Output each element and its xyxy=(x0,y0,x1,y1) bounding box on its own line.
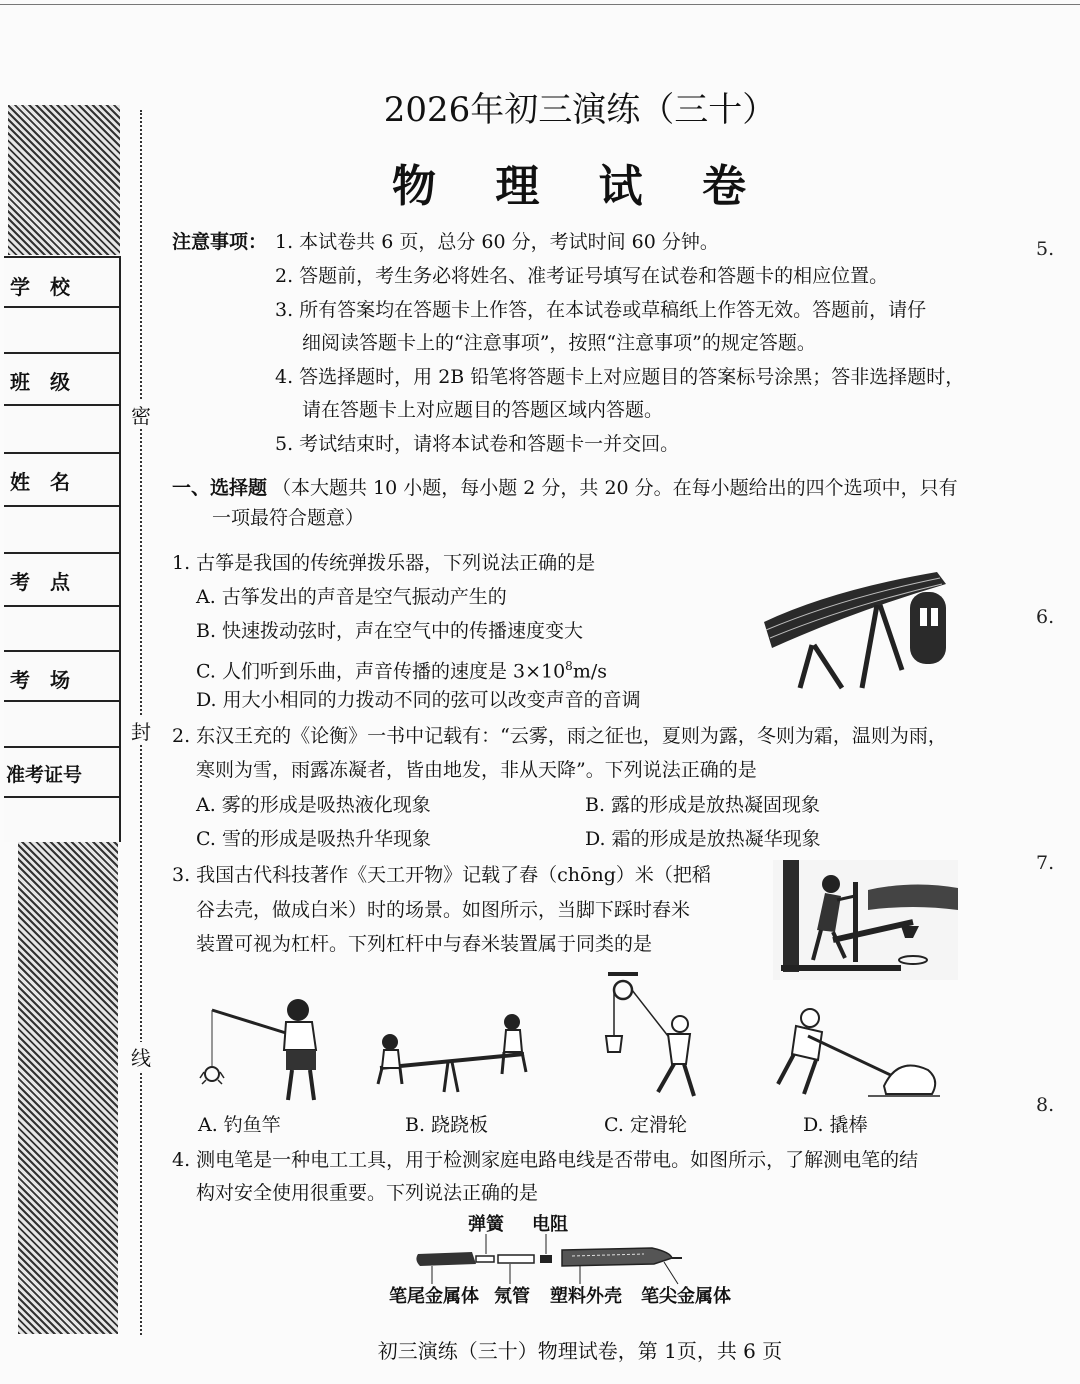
hatch-pattern-bottom xyxy=(18,842,118,1334)
notice-item: 细阅读答题卡上的“注意事项”，按照“注意事项”的规定答题。 xyxy=(302,332,816,354)
info-line xyxy=(4,746,119,748)
right-q7-number: 7. xyxy=(1036,852,1055,874)
notice-item: 5. 考试结束时，请将本试卷和答题卡一并交回。 xyxy=(275,433,680,455)
label-tail-metal: 笔尾金属体 xyxy=(389,1286,479,1307)
info-line xyxy=(4,700,119,702)
seal-mark-xian: 线 xyxy=(130,1042,152,1071)
field-label-exam-site: 考 点 xyxy=(10,570,70,594)
q3-option-a: A. 钓鱼竿 xyxy=(198,1114,281,1136)
q2-stem: 2. 东汉王充的《论衡》一书中记载有：“云雾，雨之征也，夏则为露，冬则为霜，温则为雨， xyxy=(172,725,947,747)
info-line xyxy=(4,306,119,308)
section-desc: 一项最符合题意） xyxy=(212,507,365,529)
q2-option-a: A. 雾的形成是吸热液化现象 xyxy=(196,794,431,816)
q1-option-a: A. 古筝发出的声音是空气振动产生的 xyxy=(196,586,507,608)
top-border xyxy=(0,4,1080,5)
section-desc: （本大题共 10 小题，每小题 2 分，共 20 分。在每小题给出的四个选项中，只有 xyxy=(272,477,958,499)
q2-option-b: B. 露的形成是放热凝固现象 xyxy=(585,794,821,816)
page-footer: 初三演练（三十）物理试卷，第 1页，共 6 页 xyxy=(377,1339,783,1363)
fishing-rod-figure xyxy=(190,992,340,1110)
notice-item: 请在答题卡上对应题目的答题区域内答题。 xyxy=(302,399,664,421)
right-q8-number: 8. xyxy=(1036,1094,1055,1116)
info-line xyxy=(4,505,119,507)
q3-stem-cont: 装置可视为杠杆。下列杠杆中与舂米装置属于同类的是 xyxy=(196,933,653,955)
info-line xyxy=(4,650,119,652)
hatch-pattern-top xyxy=(8,105,120,255)
seal-mark-mi: 密 xyxy=(130,400,152,429)
info-line xyxy=(4,256,119,258)
q1-option-b: B. 快速拨动弦时，声在空气中的传播速度变大 xyxy=(196,620,584,642)
label-spring: 弹簧 xyxy=(468,1214,504,1235)
q3-option-b: B. 跷跷板 xyxy=(405,1114,489,1136)
seal-mark-feng: 封 xyxy=(130,716,152,745)
field-label-ticket-number: 准考证号 xyxy=(6,764,83,786)
q2-option-c: C. 雪的形成是吸热升华现象 xyxy=(196,828,431,850)
notice-item: 1. 本试卷共 6 页，总分 60 分，考试时间 60 分钟。 xyxy=(275,231,719,253)
student-info-box xyxy=(4,256,121,842)
label-neon-tube: 氖管 xyxy=(494,1286,530,1307)
q4-stem-cont: 构对安全使用很重要。下列说法正确的是 xyxy=(196,1182,539,1204)
label-tip-metal: 笔尖金属体 xyxy=(641,1286,731,1307)
test-pen-figure xyxy=(382,1212,742,1312)
guzheng-figure xyxy=(752,560,982,695)
notice-item: 2. 答题前，考生务必将姓名、准考证号填写在试卷和答题卡的相应位置。 xyxy=(275,265,889,287)
q3-stem-cont: 谷去壳，做成白米）时的场景。如图所示，当脚下踩时舂米 xyxy=(196,899,691,921)
notice-item: 3. 所有答案均在答题卡上作答，在本试卷或草稿纸上作答无效。答题前，请仔 xyxy=(275,299,927,321)
field-label-name: 姓 名 xyxy=(10,470,70,494)
notice-item: 4. 答选择题时，用 2B 铅笔将答题卡上对应题目的答案标号涂黑；答非选择题时， xyxy=(275,366,965,388)
subject-title: 物 理 试 卷 xyxy=(392,161,768,212)
info-line xyxy=(4,452,119,454)
notice-label: 注意事项： xyxy=(172,231,268,253)
q2-option-d: D. 霜的形成是放热凝华现象 xyxy=(585,828,821,850)
exam-title: 2026年初三演练（三十） xyxy=(383,90,777,130)
crowbar-figure xyxy=(768,1004,943,1110)
info-line xyxy=(4,552,119,554)
q4-stem: 4. 测电笔是一种电工工具，用于检测家庭电路电线是否带电。如图所示，了解测电笔的结 xyxy=(172,1149,919,1171)
q2-stem-cont: 寒则为雪，雨露冻凝者，皆由地发，非从天降”。下列说法正确的是 xyxy=(196,759,757,781)
q3-option-d: D. 撬棒 xyxy=(803,1114,868,1136)
label-plastic-shell: 塑料外壳 xyxy=(550,1286,622,1307)
info-line xyxy=(4,605,119,607)
field-label-school: 学 校 xyxy=(10,275,70,299)
q1-option-d: D. 用大小相同的力拨动不同的弦可以改变声音的音调 xyxy=(196,689,641,711)
info-line xyxy=(4,404,119,406)
fixed-pulley-figure xyxy=(598,972,708,1104)
q1-stem: 1. 古筝是我国的传统弹拨乐器，下列说法正确的是 xyxy=(172,552,596,574)
seesaw-figure xyxy=(372,1012,532,1102)
q3-option-c: C. 定滑轮 xyxy=(604,1114,687,1136)
label-resistor: 电阻 xyxy=(532,1214,568,1235)
field-label-class: 班 级 xyxy=(10,370,70,394)
right-q6-number: 6. xyxy=(1036,606,1055,628)
rice-pounding-figure xyxy=(773,860,958,980)
q1-option-c: C. 人们听到乐曲，声音传播的速度是 $3\times 10^8m/s$ xyxy=(196,659,607,683)
info-line xyxy=(4,796,119,798)
q3-stem: 3. 我国古代科技著作《天工开物》记载了舂（chōng）米（把稻 xyxy=(172,864,711,886)
info-line xyxy=(4,352,119,354)
right-q5-number: 5. xyxy=(1036,238,1055,260)
field-label-exam-room: 考 场 xyxy=(10,668,70,692)
section-heading: 一、选择题 xyxy=(172,477,268,499)
